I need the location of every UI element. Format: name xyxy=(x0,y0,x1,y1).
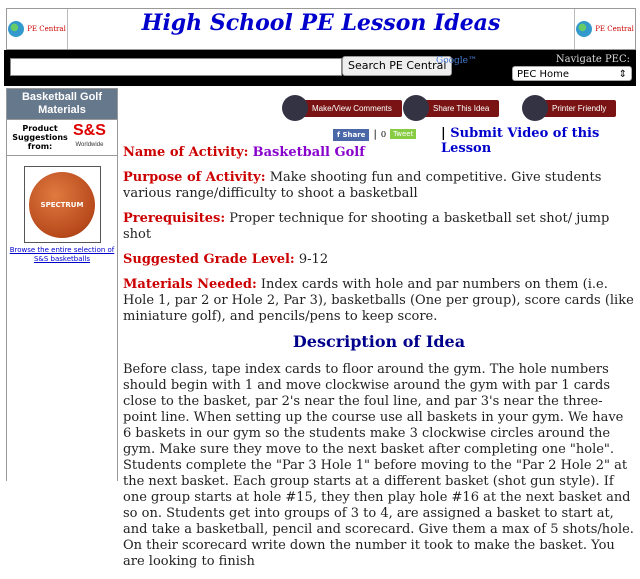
description: Before class, tape index cards to floor around the gym. The hole numbers should begin with 1 and move clockwise around the gym with par 1 cards close to the basket, par 2's near the foul line, and par 3's near the three-point line. When setting up the course use all baskets in your gym. We have 6 baskets in our gym so the students make 3 clockwise circles around the gym. Make sure they move to the next basket after completing one "hole". Students complete the "Par 3 Hole 1" before moving to the "Par 2 Hole 2" at the next basket. Each group starts at a different basket (shot gun style). If one group starts at hole #15, they then play hole #16 at the next basket and so on. Students get into groups of 3 to 4, are assigned a basket to start at, and take a basketball, pencil and scorecard. Give them a max of 5 shots/hole. On their scorecard write down the number it took to make the basket. You are looking to finish xyxy=(123,362,634,569)
share-count: 0 xyxy=(380,129,387,139)
grade-level: 9-12 xyxy=(298,252,329,267)
search-bar xyxy=(4,50,636,86)
prerequisites: Proper technique for shooting a basketball set shot/ jump shot xyxy=(123,211,610,242)
page-title: High School PE Lesson Ideas xyxy=(141,10,501,36)
comments-button[interactable]: Make/View Comments xyxy=(282,95,402,121)
purpose: Make shooting fun and competitive. Give students various range/difficulty to shoot a basketball xyxy=(123,170,602,201)
social-bar: f Share | 0 Tweet xyxy=(333,129,416,141)
tweet-button[interactable]: Tweet xyxy=(390,129,416,139)
google-logo: Google™ xyxy=(436,56,477,66)
pencil-icon xyxy=(282,95,308,121)
select-arrows-icon: ⇕ xyxy=(618,69,627,80)
facebook-icon: f xyxy=(337,131,343,139)
sns-logo[interactable]: S&S Worldwide xyxy=(73,121,106,148)
envelope-icon xyxy=(403,95,429,121)
pe-central-logo-left[interactable]: PE Central xyxy=(7,9,68,49)
browse-basketballs-link[interactable]: Browse the entire selection of S&S basketballs xyxy=(9,246,115,263)
lesson-content: Name of Activity: Basketball Golf Purpose of Activity: Make shooting fun and competitive. Give students various range/difficulty to shoot a basketball Prerequisites: Proper technique for shooting a basketball set shot/ jump shot Suggested Grade Level: 9-12 Materials Needed: Index cards with hole and par numbers on them (i.e. Hole 1, par 2 or Hole 2, Par 3), basketballs (One per group), score cards (like miniature golf), and pencils/pens to keep score. Description of Idea Before class, tape index cards to floor around the gym. The hole numbers should begin with 1 and move clockwise around the gym with par 1 cards close to the basket, par 2's near the foul line, and par 3's near the three-point line. When setting up the course use all baskets in your gym. We have 6 baskets in our gym so the students make 3 clockwise circles around the gym. Make sure they move to the next basket after completing one "hole". Students complete the "Par 3 Hole 1" before moving to the "Par 2 Hole 2" at the next basket. Each group starts at a different basket (shot gun style). If one group starts at hole #15, they then play hole #16 at the next basket and so on. Students get into groups of 3 to 4, are assigned a basket to start at, and take a basketball, pencil and scorecard. Give them a max of 5 shots/hole. On their scorecard write down the number it took to make the basket. You are looking to finish xyxy=(123,145,634,569)
product-suggestions: Product Suggestions from: S&S Worldwide xyxy=(7,120,117,156)
pe-central-logo-right[interactable]: PE Central xyxy=(574,9,635,49)
share-idea-button[interactable]: Share This Idea xyxy=(403,95,499,121)
submit-video-link[interactable]: Submit Video of this Lesson xyxy=(441,126,600,156)
globe-icon xyxy=(8,21,24,37)
materials: Index cards with hole and par numbers on them (i.e. Hole 1, par 2 or Hole 2, Par 3), basketballs (One per group), score cards (like miniature golf), and pencils/pens to keep score. xyxy=(123,277,634,324)
globe-icon xyxy=(576,21,592,37)
printer-friendly-button[interactable]: Printer Friendly xyxy=(522,95,616,121)
search-button[interactable]: Search PE Central xyxy=(342,56,452,76)
navigate-select[interactable]: PEC Home ⇕ xyxy=(512,66,632,81)
basketball-image[interactable]: SPECTRUM xyxy=(24,166,101,243)
facebook-share-button[interactable]: f Share xyxy=(333,129,369,141)
printer-icon xyxy=(522,95,548,121)
site-header xyxy=(6,8,636,50)
activity-name: Basketball Golf xyxy=(252,145,365,160)
sidebar-title: Basketball Golf Materials xyxy=(7,89,117,120)
sidebar xyxy=(6,88,118,481)
search-input[interactable] xyxy=(10,58,342,76)
submit-video: | Submit Video of this Lesson xyxy=(441,126,600,156)
navigate-label: Navigate PEC: xyxy=(555,54,630,65)
description-heading: Description of Idea xyxy=(292,332,466,351)
